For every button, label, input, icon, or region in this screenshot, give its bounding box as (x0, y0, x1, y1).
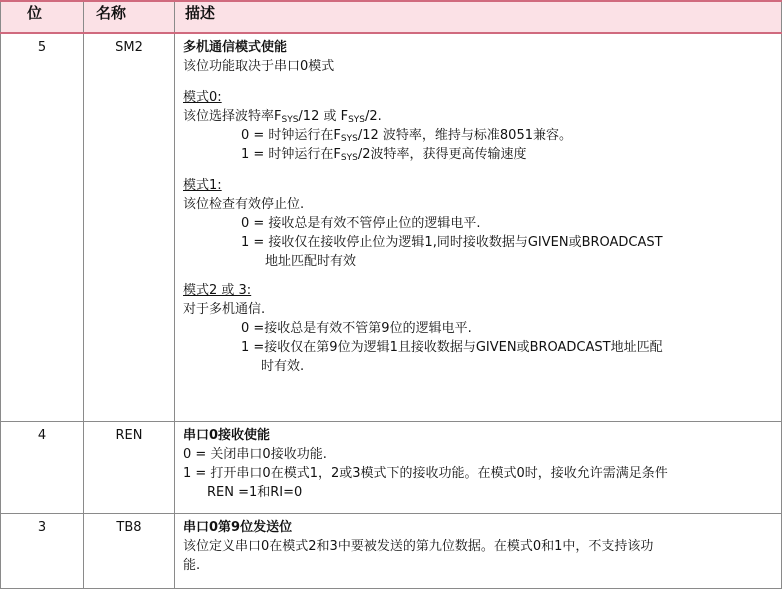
table-row-ren (1, 421, 782, 513)
mode0-option-0: 0 = 时钟运行在$F_{SYS}/12$ 波特率，维持与标准8051兼容。 (241, 128, 572, 144)
name-cell: REN (84, 421, 175, 513)
bit-cell: 5 (1, 33, 84, 421)
field-title: 多机通信模式使能 (183, 40, 288, 55)
mode23-option-0: 0 =接收总是有效不管第9位的逻辑电平. (241, 321, 472, 336)
mode1-label: 模式1: (183, 178, 222, 193)
description-cell (175, 33, 782, 421)
mode23-option-1-cont: 时有效. (261, 359, 305, 374)
field-title: 串口0接收使能 (183, 427, 271, 443)
mode1-option-1: 1 = 接收仅在接收停止位为逻辑1,同时接收数据与GIVEN或BROADCAST (241, 235, 663, 250)
field-title: 串口0第9位发送位 (183, 519, 293, 535)
table-row-tb8 (1, 513, 782, 588)
table-header-row (1, 1, 782, 33)
description-cell (175, 421, 782, 513)
mode23-intro: 对于多机通信. (183, 302, 266, 317)
mode0-intro: 该位选择波特率$F_{SYS}/12$ 或 $F_{SYS}/2$. (183, 109, 382, 125)
header-bit: 位 (1, 1, 84, 33)
table-row-sm2 (1, 33, 782, 421)
bit-cell: 4 (1, 421, 84, 513)
ren-option-1-cont: REN =1和RI=0 (207, 484, 303, 500)
description-cell (175, 513, 782, 588)
header-description: 描述 (175, 1, 782, 33)
mode1-option-0: 0 = 接收总是有效不管停止位的逻辑电平. (241, 216, 481, 231)
field-summary: 该位功能取决于串口0模式 (183, 59, 335, 74)
mode23-option-1: 1 =接收仅在第9位为逻辑1且接收数据与GIVEN或BROADCAST地址匹配 (241, 340, 663, 355)
header-name: 名称 (84, 1, 175, 33)
mode0-label: 模式0: (183, 90, 222, 105)
mode1-option-1-cont: 地址匹配时有效 (265, 254, 357, 269)
tb8-description: 该位定义串口0在模式2和3中要被发送的第九位数据。在模式0和1中，不支持该功 (183, 538, 654, 554)
mode0-option-1: 1 = 时钟运行在$F_{SYS}/2$波特率，获得更高传输速度 (241, 147, 527, 163)
ren-option-0: 0 = 关闭串口0接收功能. (183, 446, 327, 462)
name-cell: TB8 (84, 513, 175, 588)
mode1-intro: 该位检查有效停止位. (183, 197, 305, 212)
ren-option-1: 1 = 打开串口0在模式1，2或3模式下的接收功能。在模式0时，接收允许需满足条件 (183, 465, 668, 481)
name-cell: SM2 (84, 33, 175, 421)
mode23-label: 模式2 或 3: (183, 283, 252, 298)
bit-cell: 3 (1, 513, 84, 588)
tb8-description-cont: 能. (183, 557, 201, 573)
